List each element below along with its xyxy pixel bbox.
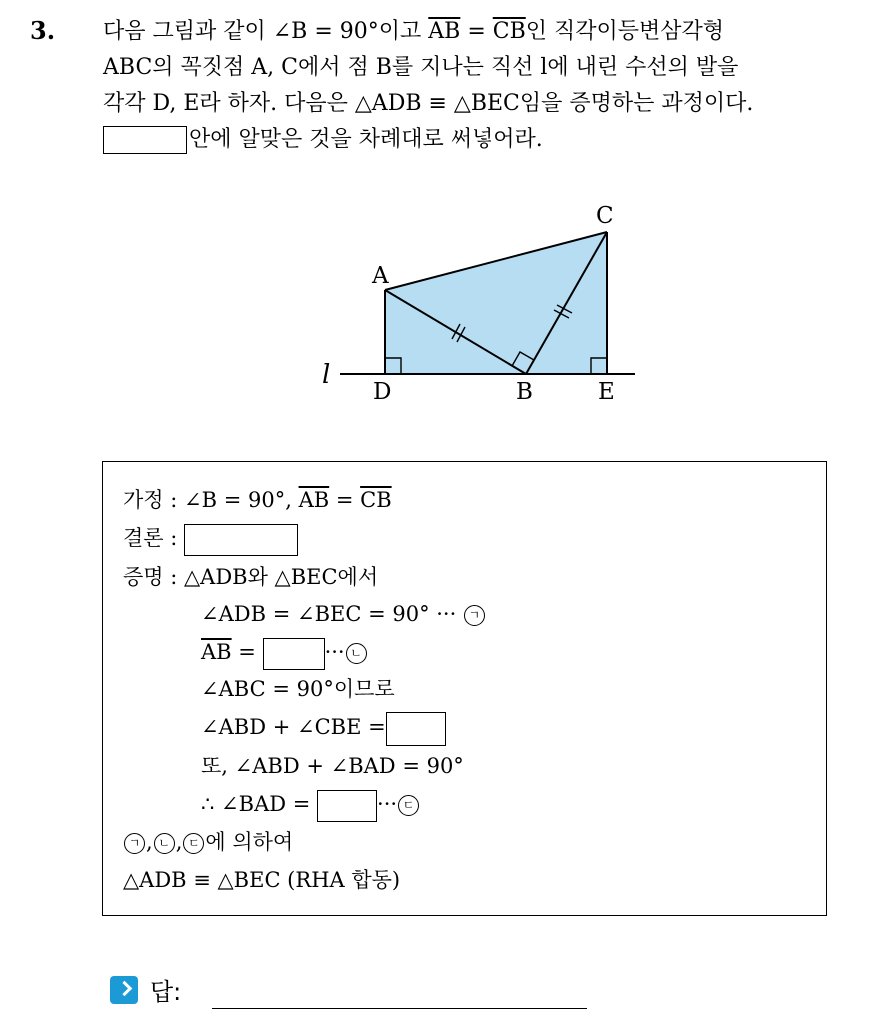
step-2-dots: ··· [324,640,345,664]
label-a: A [372,263,389,289]
question-line-2: ABC의 꼭짓점 A, C에서 점 B를 지나는 직선 l에 내린 수선의 발을 [103,55,739,80]
step-6-dots: ··· [377,792,398,816]
mark-1-ref: ㄱ [124,833,145,854]
assumption-row [123,484,392,516]
label-c: C [596,203,614,229]
question-segment: 다음 그림과 같이 ∠B = 90°이고 [103,19,429,44]
assumption-label: 가정 : [123,488,178,512]
mark-2-ref: ㄴ [154,833,175,854]
answer-area [110,968,610,1008]
proof-label: 증명 : [123,565,178,589]
conclusion-row [123,522,298,556]
step-2-eq: = [231,640,263,664]
step-4 [201,711,446,746]
question-line-4 [103,122,873,158]
label-line-l: l [322,360,331,390]
step-3: ∠ABC = 90°이므로 [201,677,395,701]
assumption-angle: ∠B = 90°, [184,488,299,512]
step-1 [201,598,486,630]
mark-2: ㄴ [346,643,367,664]
blank-box [103,126,187,154]
sep: , [175,830,183,854]
label-e: E [598,379,615,405]
sep: , [146,830,153,854]
answer-arrow-icon [110,976,138,1004]
label-d: D [373,379,392,405]
step-6-blank[interactable] [317,790,377,822]
question-number: 3. [30,16,56,45]
step-2-ab: $\overline{AB}$ [201,640,232,664]
step-1-text: ∠ADB = ∠BEC = 90° ··· [201,602,457,626]
proof-box [102,461,827,916]
assumption-eq: = [329,488,361,512]
triangle-figure [310,190,650,420]
mark-3: ㄷ [398,795,419,816]
step-5: 또, ∠ABD + ∠BAD = 90° [201,754,464,778]
segment-cb: $\overline{CB}$ [492,19,526,44]
question-line-1 [103,14,873,50]
by-text: 에 의하여 [205,830,294,854]
answer-line[interactable] [212,1008,587,1009]
final-row: △ADB ≡ △BEC (RHA 합동) [123,868,401,892]
question-text [103,14,873,158]
assumption-cb: $\overline{CB}$ [360,488,392,512]
step-4-text: ∠ABD + ∠CBE = [201,715,386,739]
answer-label: 답: [150,978,182,1006]
conclusion-label: 결론 : [123,526,178,550]
question-segment: = [460,19,493,44]
proof-intro: △ADB와 △BEC에서 [184,565,379,589]
mark-1: ㄱ [464,605,485,626]
step-6-text: ∴ ∠BAD = [201,792,311,816]
step-4-blank[interactable] [386,712,446,746]
label-b: B [516,379,533,405]
by-row [123,826,293,858]
proof-intro-row [123,561,378,593]
assumption-ab: $\overline{AB}$ [298,488,330,512]
question-segment: 인 직각이등변삼각형 [525,19,725,44]
conclusion-blank[interactable] [184,524,298,556]
question-segment: 안에 알맞은 것을 차례대로 써넣어라. [189,127,543,152]
segment-ab: $\overline{AB}$ [428,19,461,44]
step-6 [201,788,420,822]
step-2-blank[interactable] [263,638,325,670]
question-line-3: 각각 D, E라 하자. 다음은 △ADB ≡ △BEC임을 증명하는 과정이다. [103,91,754,116]
step-2 [201,636,368,670]
mark-3-ref: ㄷ [183,833,204,854]
